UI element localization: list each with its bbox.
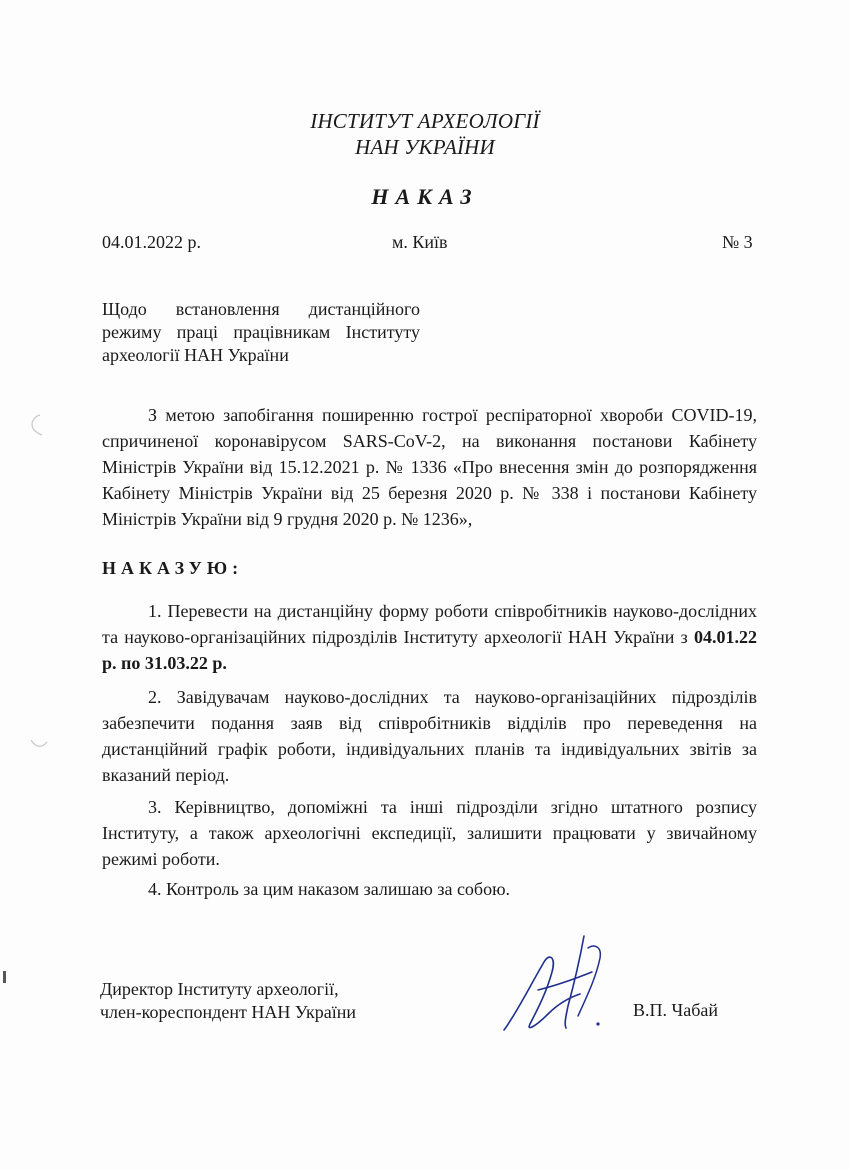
scan-artifact-mark — [2, 970, 8, 984]
order-city: м. Київ — [392, 232, 448, 252]
signer-name: В.П. Чабай — [633, 1000, 718, 1020]
handwritten-signature — [496, 928, 626, 1040]
order-preamble: З метою запобігання поширенню гострої респіраторної хвороби COVID-19, спричиненої коронавірусом SARS-CoV-2, на виконання постанови Кабінету Міністрів України від 15.12.2021 р. № 1336 «Про внесення змін до розпорядження Кабінету Міністрів України від 25 березня 2020 р. № 338 і постанови Кабінету Міністрів України від 9 грудня 2020 р. № 1236», — [102, 405, 757, 529]
order-directive-heading: НАКАЗУЮ: — [102, 558, 244, 578]
order-item-2: 2. Завідувачам науково-дослідних та науково-організаційних підрозділів забезпечити подання заяв від співробітників відділів про переведення на дистанційний графік роботи, індивідуальних планів та індивідуальних звітів за вказаний період. — [102, 687, 757, 785]
scan-artifact-mark — [24, 412, 46, 438]
document-title: НАКАЗ — [371, 184, 479, 209]
signer-position — [100, 978, 356, 1024]
order-item-1 — [102, 598, 757, 676]
signer-position-line-2: член-кореспондент НАН України — [100, 1002, 356, 1022]
scan-artifact-mark — [28, 736, 50, 752]
organization-header — [0, 108, 850, 160]
order-item-3: 3. Керівництво, допоміжні та інші підрозділи згідно штатного розпису Інституту, а також археологічні експедиції, залишити працювати у звичайному режимі роботи. — [102, 797, 757, 869]
order-subject: Щодо встановлення дистанційного режиму праці працівникам Інституту археології НАН України — [102, 299, 420, 365]
order-item-4: 4. Контроль за цим наказом залишаю за собою. — [148, 879, 511, 899]
signer-position-line-1: Директор Інституту археології, — [100, 979, 339, 999]
org-name-line-1: ІНСТИТУТ АРХЕОЛОГІЇ — [310, 109, 540, 133]
org-name-line-2: НАН УКРАЇНИ — [355, 135, 495, 159]
order-item-1-period: 04.01.22 р. по 31.03.22 р. — [102, 627, 757, 673]
order-number: № 3 — [722, 232, 753, 252]
order-date: 04.01.2022 р. — [102, 232, 201, 252]
order-item-1-text: 1. Перевести на дистанційну форму роботи співробітників науково-дослідних та науково-організаційних підрозділів Інституту археології НАН України з — [102, 601, 757, 647]
